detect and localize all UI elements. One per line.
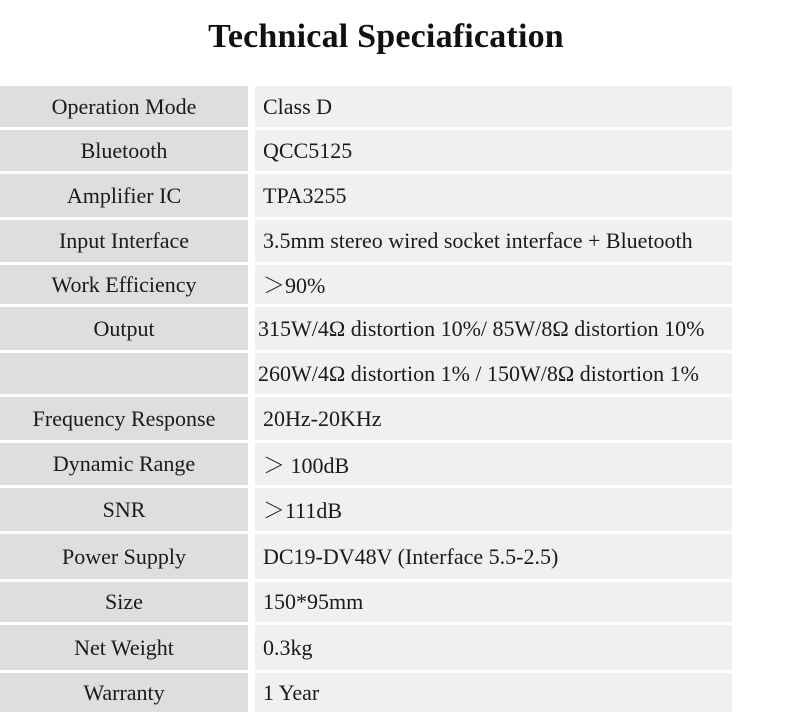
spec-label: Power Supply [0,534,248,582]
spec-row-net-weight [0,625,732,673]
spec-row-amplifier-ic [0,174,732,220]
spec-value: ＞ 100dB [255,443,732,488]
spec-value: 315W/4Ω distortion 10%/ 85W/8Ω distortion 10% [255,307,732,353]
spec-label: Input Interface [0,220,248,265]
spec-row-operation-mode [0,86,732,130]
spec-row-dynamic-range [0,443,732,488]
spec-row-work-efficiency [0,265,732,307]
spec-label: Warranty [0,673,248,715]
spec-value: ＞111dB [255,488,732,534]
spec-value: ＞90% [255,265,732,307]
spec-row-frequency-response [0,397,732,443]
spec-value: DC19-DV48V (Interface 5.5-2.5) [255,534,732,582]
spec-label: Output [0,307,248,353]
spec-row-bluetooth [0,130,732,174]
spec-label: Frequency Response [0,397,248,443]
spec-label: Dynamic Range [0,443,248,488]
spec-value: Class D [255,86,732,130]
spec-value: 20Hz-20KHz [255,397,732,443]
spec-value: 260W/4Ω distortion 1% / 150W/8Ω distortion 1% [255,353,732,397]
spec-value: TPA3255 [255,174,732,220]
spec-row-snr [0,488,732,534]
page-title: Technical Speciafication [208,18,564,55]
spec-label: Amplifier IC [0,174,248,220]
spec-row-output [0,307,732,353]
spec-value: QCC5125 [255,130,732,174]
spec-value: 150*95mm [255,582,732,625]
spec-label: Bluetooth [0,130,248,174]
spec-label: Work Efficiency [0,265,248,307]
spec-table [0,86,732,715]
spec-row-input-interface [0,220,732,265]
spec-label: Size [0,582,248,625]
spec-value: 3.5mm stereo wired socket interface + Bluetooth [255,220,732,265]
spec-value: 0.3kg [255,625,732,673]
spec-row-output-continued [0,353,732,397]
spec-label: Net Weight [0,625,248,673]
spec-label: Operation Mode [0,86,248,130]
spec-row-warranty [0,673,732,715]
spec-label [0,353,248,397]
spec-value: 1 Year [255,673,732,715]
spec-row-size [0,582,732,625]
spec-label: SNR [0,488,248,534]
spec-row-power-supply [0,534,732,582]
